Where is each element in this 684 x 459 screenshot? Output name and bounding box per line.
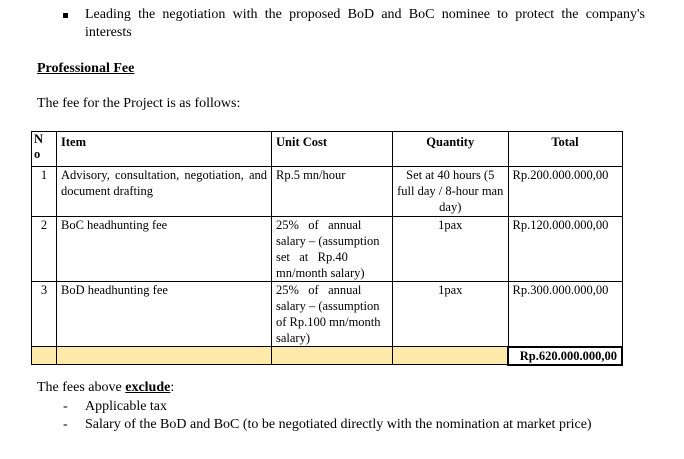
bullet-icon — [63, 13, 68, 18]
header-total: Total — [508, 132, 622, 167]
header-no: N o — [32, 132, 57, 167]
dash-icon: - — [63, 399, 68, 414]
table-row — [32, 282, 623, 347]
row-total: Rp.300.000.000,00 — [508, 282, 622, 347]
row-item: BoC headhunting fee — [57, 217, 272, 282]
header-item: Item — [57, 132, 272, 167]
table-row — [32, 167, 623, 217]
table-header-row — [32, 132, 623, 167]
dash-icon: - — [63, 417, 68, 432]
row-quantity: 1pax — [393, 217, 509, 282]
row-total: Rp.120.000.000,00 — [508, 217, 622, 282]
table-row — [32, 217, 623, 282]
header-quantity: Quantity — [393, 132, 509, 167]
row-no: 1 — [32, 167, 57, 217]
grand-total: Rp.620.000.000,00 — [508, 347, 622, 365]
row-total: Rp.200.000.000,00 — [508, 167, 622, 217]
row-quantity: Set at 40 hours (5 full day / 8-hour man day) — [393, 167, 509, 217]
row-unit-cost: Rp.5 mn/hour — [272, 167, 393, 217]
bullet-text: Leading the negotiation with the proposed BoD and BoC nominee to protect the company's interests — [85, 7, 645, 40]
row-quantity: 1pax — [393, 282, 509, 347]
row-no: 2 — [32, 217, 57, 282]
section-heading: Professional Fee — [37, 61, 135, 76]
exclusion-item: Applicable tax — [85, 399, 168, 414]
row-unit-cost: 25% of annual salary – (assumption set at Rp.40 mn/month salary) — [272, 217, 393, 282]
row-item: Advisory, consultation, negotiation, and document drafting — [57, 167, 272, 217]
exclusion-item: Salary of the BoD and BoC (to be negotiated directly with the nomination at market price) — [85, 417, 592, 432]
row-item: BoD headhunting fee — [57, 282, 272, 347]
fee-table — [31, 131, 623, 366]
row-unit-cost: 25% of annual salary – (assumption of Rp.100 mn/month salary) — [272, 282, 393, 347]
intro-text: The fee for the Project is as follows: — [37, 96, 241, 111]
fees-note: The fees above exclude: — [37, 380, 175, 395]
header-unit-cost: Unit Cost — [272, 132, 393, 167]
row-no: 3 — [32, 282, 57, 347]
total-row — [32, 347, 623, 365]
